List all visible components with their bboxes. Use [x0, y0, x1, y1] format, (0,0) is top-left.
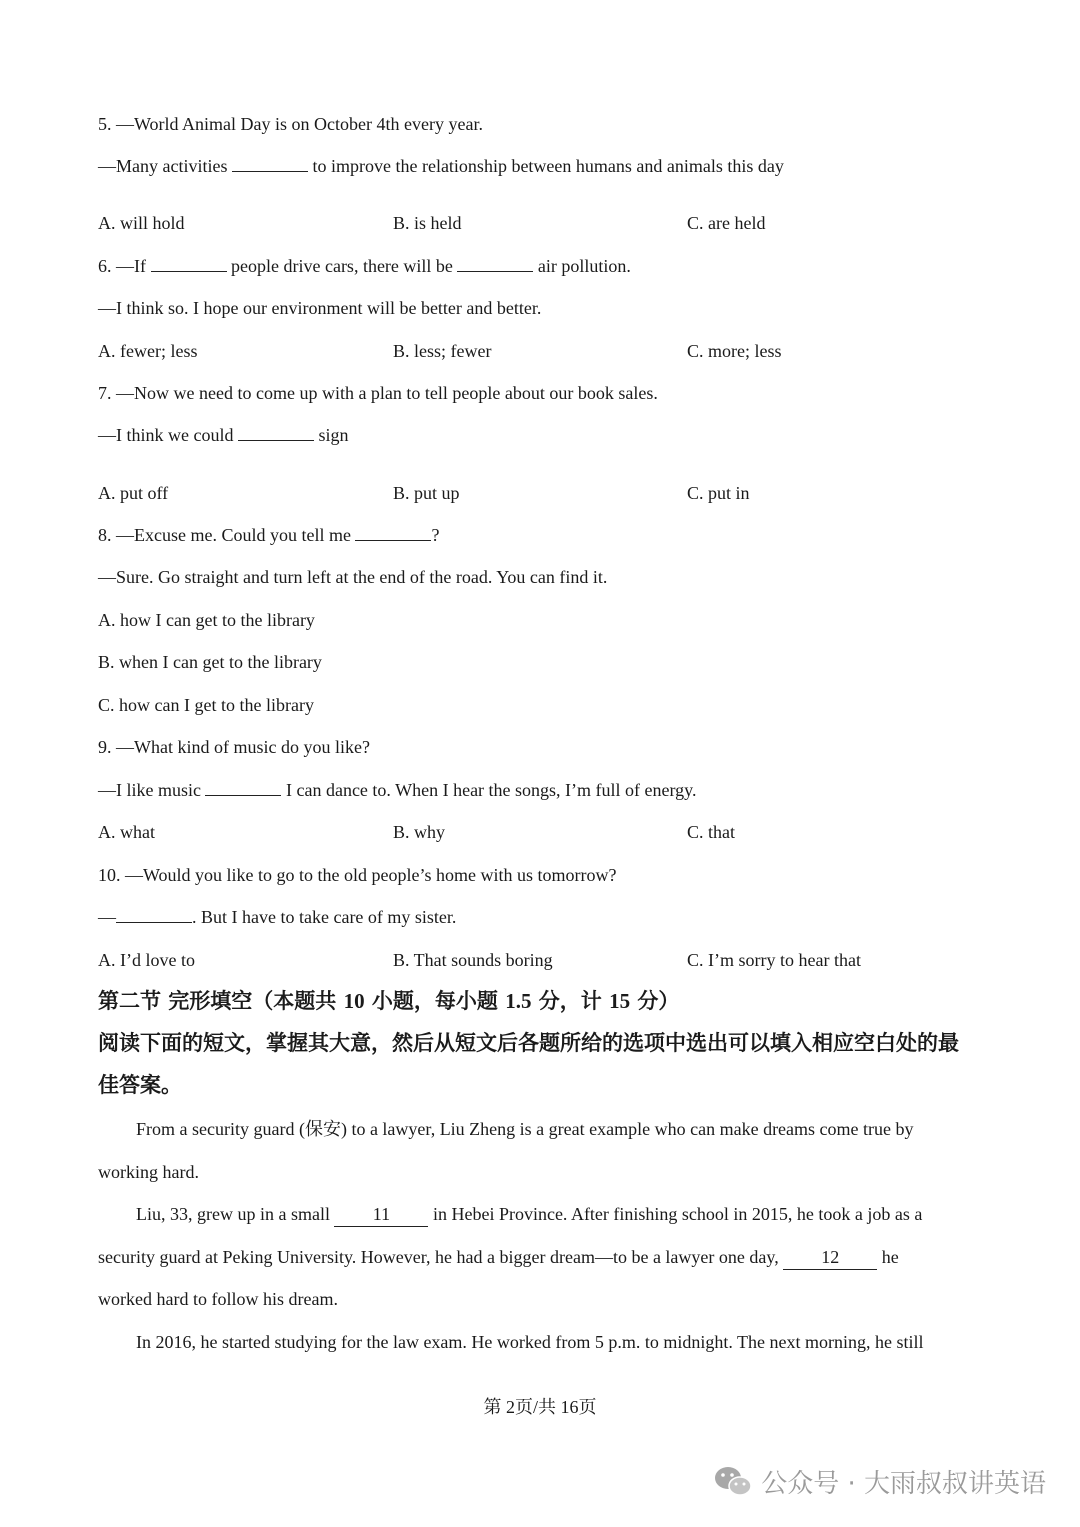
q8-question: 8. —Excuse me. Could you tell me ? — [98, 525, 440, 545]
wechat-icon — [713, 1465, 753, 1499]
q5-option-b: B. is held — [393, 213, 462, 233]
q10-question: 10. —Would you like to go to the old people’s home with us tomorrow? — [98, 865, 617, 885]
page-number: 第 2页/共 16页 — [483, 1397, 597, 1417]
answer-blank — [355, 524, 431, 541]
passage-p2-line1: Liu, 33, grew up in a small 11 in Hebei Province. After finishing school in 2015, he took a job as a — [136, 1202, 922, 1227]
passage-p3-line1: In 2016, he started studying for the law exam. He worked from 5 p.m. to midnight. The next morning, he still — [136, 1332, 924, 1352]
q6-option-b: B. less; fewer — [393, 341, 492, 361]
q10-option-c: C. I’m sorry to hear that — [687, 950, 861, 970]
q9-option-b: B. why — [393, 822, 446, 842]
blank-11: 11 — [334, 1202, 428, 1227]
watermark-text: 公众号 · 大雨叔叔讲英语 — [761, 1469, 1046, 1499]
blank-12: 12 — [783, 1245, 877, 1270]
q9-question: 9. —What kind of music do you like? — [98, 737, 370, 757]
q6-question: 6. —If people drive cars, there will be air pollution. — [98, 256, 631, 276]
q7-option-b: B. put up — [393, 483, 460, 503]
q5-option-c: C. are held — [687, 213, 766, 233]
answer-blank — [116, 906, 192, 923]
q9-option-c: C. that — [687, 822, 735, 842]
answer-blank — [151, 255, 227, 272]
passage-p2-line3: worked hard to follow his dream. — [98, 1289, 338, 1309]
section-instructions-line2: 佳答案。 — [98, 1073, 182, 1097]
q7-response: —I think we could sign — [98, 425, 349, 445]
answer-blank — [205, 779, 281, 796]
q7-option-a: A. put off — [98, 483, 169, 503]
q5-question: 5. —World Animal Day is on October 4th every year. — [98, 114, 483, 134]
q6-option-a: A. fewer; less — [98, 341, 198, 361]
q7-option-c: C. put in — [687, 483, 750, 503]
q10-option-b: B. That sounds boring — [393, 950, 553, 970]
q5-response: —Many activities to improve the relationship between humans and animals this day — [98, 156, 784, 176]
q9-option-a: A. what — [98, 822, 155, 842]
section-title: 第二节 完形填空（本题共 10 小题，每小题 1.5 分，计 15 分） — [98, 989, 680, 1013]
passage-p1-line2: working hard. — [98, 1162, 199, 1182]
q8-response: —Sure. Go straight and turn left at the end of the road. You can find it. — [98, 567, 608, 587]
q8-option-c: C. how can I get to the library — [98, 695, 314, 715]
passage-p2-line2: security guard at Peking University. However, he had a bigger dream—to be a lawyer one day, 12 he — [98, 1245, 899, 1270]
answer-blank — [457, 255, 533, 272]
watermark — [713, 1463, 1046, 1500]
q10-response: — . But I have to take care of my sister. — [98, 907, 457, 927]
q7-question: 7. —Now we need to come up with a plan to tell people about our book sales. — [98, 383, 658, 403]
q10-option-a: A. I’d love to — [98, 950, 195, 970]
answer-blank — [238, 424, 314, 441]
q6-option-c: C. more; less — [687, 341, 782, 361]
q5-option-a: A. will hold — [98, 213, 185, 233]
passage-p1-line1: From a security guard (保安) to a lawyer, Liu Zheng is a great example who can make dreams come true by — [136, 1119, 914, 1139]
section-instructions-line1: 阅读下面的短文，掌握其大意，然后从短文后各题所给的选项中选出可以填入相应空白处的最 — [98, 1031, 959, 1055]
q6-response: —I think so. I hope our environment will be better and better. — [98, 298, 542, 318]
q8-option-b: B. when I can get to the library — [98, 652, 322, 672]
q9-response: —I like music I can dance to. When I hear the songs, I’m full of energy. — [98, 780, 697, 800]
answer-blank — [232, 155, 308, 172]
q8-option-a: A. how I can get to the library — [98, 610, 315, 630]
